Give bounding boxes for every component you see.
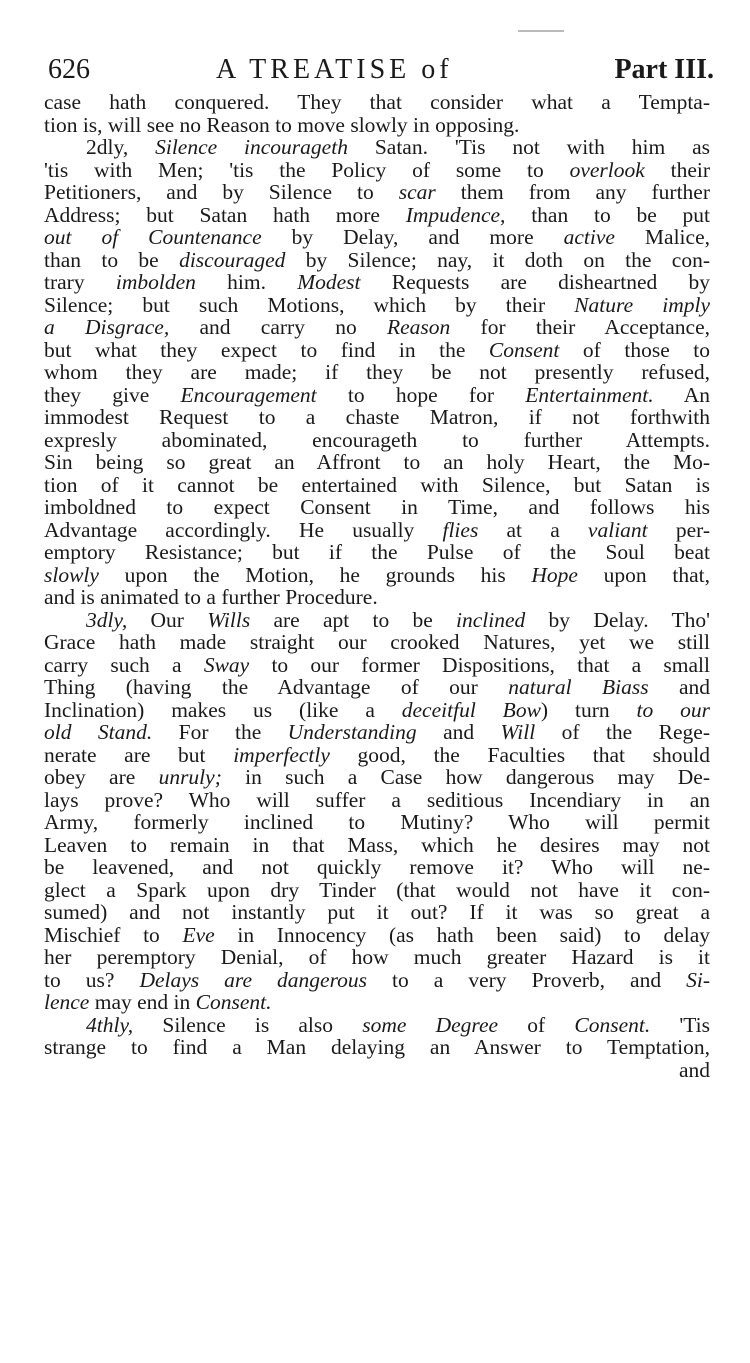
text-line: [44, 541, 710, 564]
italic-phrase: Entertainment.: [525, 382, 654, 407]
text-run: Our: [127, 607, 208, 632]
page-number: 626: [48, 54, 90, 85]
text-line: [44, 114, 710, 137]
text-line: [44, 699, 710, 722]
text-run: Requests are disheartned by: [360, 270, 710, 294]
text-run: expresly abominated, encourageth to further Attempts.: [44, 427, 710, 452]
italic-phrase: out of Countenance: [44, 225, 262, 249]
text-run: emptory Resistance; but if the Pulse of the Soul beat: [44, 540, 710, 564]
italic-phrase: a Disgrace,: [44, 315, 170, 339]
italic-phrase: Silence incourageth: [155, 135, 348, 159]
text-line: [44, 631, 710, 654]
text-line: [44, 361, 710, 384]
text-line: [44, 496, 710, 519]
italic-phrase: imbolden: [115, 270, 196, 294]
italic-phrase: flies: [442, 517, 479, 542]
text-line: [44, 384, 710, 407]
text-line: [44, 406, 710, 429]
text-run: good, the Faculties that should: [329, 742, 711, 767]
italic-phrase: Understanding: [287, 720, 417, 744]
text-run: upon the Motion, he grounds his: [98, 562, 532, 587]
text-run: For the: [152, 720, 288, 744]
italic-phrase: Consent.: [195, 990, 272, 1014]
text-line: [44, 451, 710, 474]
italic-phrase: Sway: [203, 652, 250, 677]
text-run: than to be put: [505, 202, 710, 227]
text-line: [44, 924, 710, 947]
text-run: ) turn: [540, 697, 637, 722]
italic-phrase: Wills: [207, 607, 251, 632]
text-run: by Silence; nay, it doth on the con-: [285, 247, 710, 272]
text-line: [44, 1036, 710, 1059]
text-line: [44, 676, 710, 699]
italic-phrase: Reason: [386, 315, 451, 339]
text-line: [44, 474, 710, 497]
italic-phrase: scar: [398, 180, 436, 204]
text-run: Silence is also: [133, 1012, 363, 1037]
text-line: [44, 226, 710, 249]
text-line: [44, 429, 710, 452]
italic-phrase: inclined: [456, 607, 526, 632]
text-run: they give: [44, 382, 181, 407]
italic-phrase: Encouragement: [180, 382, 317, 407]
text-run: are apt to be: [250, 607, 457, 632]
italic-phrase: imperfectly: [233, 742, 330, 767]
text-run: Inclination) makes us (like a: [44, 697, 402, 722]
italic-phrase: Consent.: [574, 1012, 651, 1037]
text-line: [44, 609, 710, 632]
ink-smudge: [518, 30, 564, 32]
text-run: sumed) and not instantly put it out? If it was so great a: [44, 900, 710, 924]
italic-phrase: Si-: [686, 967, 710, 992]
italic-phrase: discouraged: [179, 247, 286, 272]
text-run: case hath conquered. They that consider what a Tempta-: [44, 90, 710, 114]
text-line: [44, 721, 710, 744]
text-run: and: [678, 1057, 710, 1082]
text-line: [44, 969, 710, 992]
text-run: lays prove? Who will suffer a seditious Incendiary in an: [44, 787, 710, 812]
text-run: 2dly,: [86, 135, 156, 159]
italic-phrase: Eve: [182, 922, 215, 947]
text-line: [44, 744, 710, 767]
italic-phrase: 4thly,: [86, 1012, 134, 1037]
text-run: tion of it cannot be entertained with Silence, but Satan is: [44, 472, 710, 497]
text-run: to our former Dispositions, that a small: [249, 652, 711, 677]
text-run: of: [498, 1012, 575, 1037]
text-line: [44, 811, 710, 834]
text-run: Malice,: [614, 225, 710, 249]
text-run: 'tis with Men; 'tis the Policy of some to: [44, 157, 570, 182]
text-run: upon that,: [577, 562, 710, 587]
text-run: immodest Request to a chaste Matron, if not forthwith: [44, 405, 710, 429]
text-line: [44, 654, 710, 677]
text-line: [44, 946, 710, 969]
text-run: Army, formerly inclined to Mutiny? Who will permit: [44, 810, 710, 834]
running-title: A TREATISE of: [216, 54, 453, 85]
text-run: of those to: [559, 337, 710, 362]
italic-phrase: to our: [636, 697, 711, 722]
text-run: An: [653, 382, 710, 407]
text-run: imboldned to expect Consent in Time, and follows his: [44, 495, 710, 519]
italic-phrase: Nature imply: [574, 292, 710, 317]
text-line: [44, 1014, 710, 1037]
text-run: in such a Case how dangerous may De-: [221, 765, 710, 789]
text-run: Satan. 'Tis not with him as: [347, 135, 711, 159]
text-run: Leaven to remain in that Mass, which he desires may not: [44, 832, 710, 857]
text-run: Petitioners, and by Silence to: [44, 180, 399, 204]
text-line: [44, 204, 710, 227]
italic-phrase: unruly;: [158, 765, 222, 789]
text-line: [44, 586, 710, 609]
italic-phrase: Impudence,: [405, 202, 506, 227]
text-run: them from any further: [435, 180, 710, 204]
text-run: trary: [44, 270, 116, 294]
italic-phrase: some Degree: [362, 1012, 499, 1037]
italic-phrase: 3dly,: [86, 607, 128, 632]
text-run: to hope for: [316, 382, 526, 407]
italic-phrase: active: [563, 225, 615, 249]
text-run: Mischief to: [44, 922, 183, 947]
italic-phrase: Modest: [297, 270, 361, 294]
italic-phrase: deceitful Bow: [401, 697, 541, 722]
italic-phrase: overlook: [569, 157, 645, 182]
text-run: Grace hath made straight our crooked Natures, yet we still: [44, 630, 710, 654]
text-line: [44, 159, 710, 182]
text-run: of the Rege-: [535, 720, 710, 744]
text-line: [44, 856, 710, 879]
text-run: tion is, will see no Reason to move slowly in opposing.: [44, 112, 520, 137]
text-line: [44, 294, 710, 317]
text-run: Address; but Satan hath more: [44, 202, 406, 227]
text-line: [44, 316, 710, 339]
italic-phrase: old Stand.: [44, 720, 153, 744]
text-line: [44, 766, 710, 789]
text-line: [44, 91, 710, 114]
italic-phrase: Will: [500, 720, 536, 744]
text-run: Sin being so great an Affront to an holy Heart, the Mo-: [44, 450, 710, 474]
text-run: by Delay. Tho': [525, 607, 711, 632]
italic-phrase: valiant: [587, 517, 648, 542]
text-line: [44, 991, 710, 1014]
text-line: [44, 879, 710, 902]
text-run: but what they expect to find in the: [44, 337, 489, 362]
italic-phrase: slowly: [44, 562, 99, 587]
text-run: carry such a: [44, 652, 204, 677]
part-label: Part III.: [614, 54, 714, 85]
text-run: her peremptory Denial, of how much greater Hazard is it: [44, 945, 710, 969]
text-run: him.: [195, 270, 298, 294]
text-run: at a: [478, 517, 588, 542]
text-run: nerate are but: [44, 742, 234, 767]
text-run: by Delay, and more: [261, 225, 564, 249]
text-line: [44, 271, 710, 294]
text-run: to us?: [44, 967, 140, 992]
text-line: [44, 834, 710, 857]
text-run: and: [416, 720, 501, 744]
text-line: [44, 901, 710, 924]
text-run: than to be: [44, 247, 180, 272]
italic-phrase: Consent: [488, 337, 560, 362]
text-line: [44, 249, 710, 272]
body-text: [44, 91, 710, 1081]
text-run: may end in: [89, 990, 196, 1014]
text-run: and: [648, 675, 711, 699]
text-line: [44, 789, 710, 812]
text-run: per-: [647, 517, 710, 542]
text-line: [44, 339, 710, 362]
text-run: obey are: [44, 765, 159, 789]
text-run: glect a Spark upon dry Tinder (that would not have it con-: [44, 877, 710, 902]
text-run: strange to find a Man delaying an Answer to Temptation,: [44, 1035, 710, 1059]
italic-phrase: lence: [44, 990, 90, 1014]
text-run: Advantage accordingly. He usually: [44, 517, 443, 542]
text-line: [44, 564, 710, 587]
text-run: whom they are made; if they be not presently refused,: [44, 360, 710, 384]
text-run: their: [644, 157, 710, 182]
text-line: [44, 136, 710, 159]
italic-phrase: Hope: [531, 562, 578, 587]
catchword: [44, 1059, 710, 1082]
text-run: to a very Proverb, and: [367, 967, 687, 992]
text-line: [44, 181, 710, 204]
text-run: and carry no: [169, 315, 387, 339]
text-run: Silence; but such Motions, which by their: [44, 292, 575, 317]
italic-phrase: natural Biass: [508, 675, 649, 699]
text-run: be leavened, and not quickly remove it? Who will ne-: [44, 855, 710, 879]
text-run: Thing (having the Advantage of our: [44, 675, 509, 699]
page-header: [44, 50, 714, 90]
text-run: in Innocency (as hath been said) to delay: [214, 922, 710, 947]
italic-phrase: Delays are dangerous: [139, 967, 368, 992]
text-run: and is animated to a further Procedure.: [44, 585, 378, 609]
text-run: for their Acceptance,: [450, 315, 710, 339]
text-run: 'Tis: [650, 1012, 710, 1037]
text-line: [44, 519, 710, 542]
